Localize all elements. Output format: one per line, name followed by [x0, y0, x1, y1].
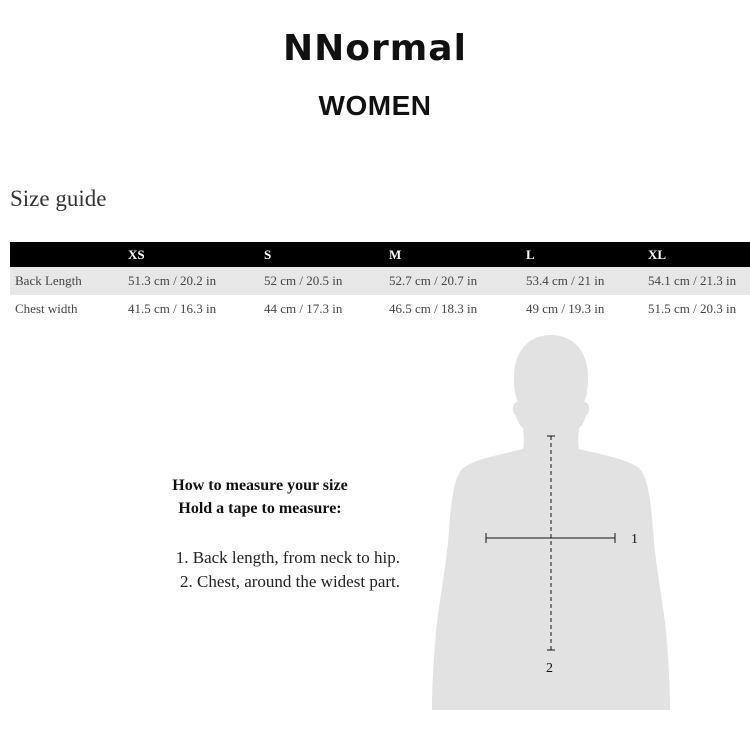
size-table-header: [10, 242, 750, 267]
table-cell: 53.4 cm / 21 in: [521, 267, 643, 295]
instruction-step-back: 1. Back length, from neck to hip.: [175, 548, 400, 567]
table-cell: 51.3 cm / 20.2 in: [123, 267, 259, 295]
section-subtitle: WOMEN: [318, 90, 432, 121]
table-row-chest-width: [10, 295, 750, 323]
header-cell-empty: [10, 242, 123, 267]
table-cell: 49 cm / 19.3 in: [526, 301, 605, 316]
row-label: Chest width: [15, 301, 78, 316]
header-cell-l: L: [521, 242, 643, 267]
table-cell: 52 cm / 20.5 in: [259, 267, 384, 295]
brand-logo: NNormal: [283, 28, 467, 69]
size-guide-title: Size guide: [10, 186, 107, 211]
header-cell-s: S: [259, 242, 384, 267]
header-cell-xs: XS: [123, 242, 259, 267]
body-silhouette-figure: [420, 330, 680, 710]
table-cell: 41.5 cm / 16.3 in: [128, 301, 217, 316]
header-cell-m: M: [384, 242, 521, 267]
measure-instructions: [120, 474, 400, 594]
instruction-steps: [120, 546, 400, 594]
back-marker-label: 2: [546, 661, 553, 676]
table-row-back-length: [10, 267, 750, 295]
instructions-subheading: Hold a tape to measure:: [178, 500, 342, 517]
chest-marker-label: 1: [631, 532, 638, 547]
table-cell: 54.1 cm / 21.3 in: [643, 267, 750, 295]
header-cell-xl: XL: [643, 242, 750, 267]
table-cell: 46.5 cm / 18.3 in: [389, 301, 478, 316]
instruction-step-chest: 2. Chest, around the widest part.: [179, 572, 400, 591]
instructions-heading: How to measure your size: [172, 477, 348, 494]
row-label: Back Length: [10, 267, 123, 295]
table-cell: 51.5 cm / 20.3 in: [648, 301, 737, 316]
size-table: [10, 242, 750, 323]
table-cell: 52.7 cm / 20.7 in: [384, 267, 521, 295]
table-cell: 44 cm / 17.3 in: [264, 301, 343, 316]
